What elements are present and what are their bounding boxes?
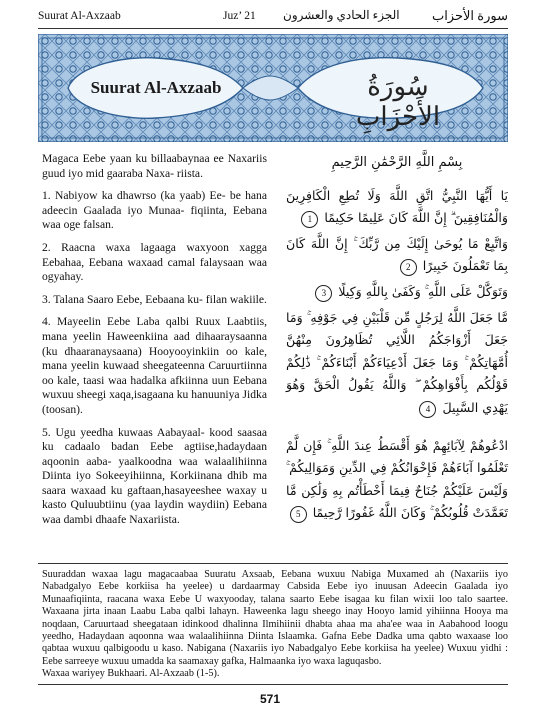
arabic-verse-2: وَاتَّبِعْ مَا يُوحَىٰ إِلَيْكَ مِن رَّبِّكَ ۚ إِنَّ اللَّهَ كَانَ بِمَا تَعْمَلُونَ خَبِيرًا 2 [286, 233, 508, 278]
footnote [42, 569, 508, 681]
somali-paragraph-2: 2. Raacna waxa lagaaga waxyoon xagga Eebahaa, Eebana waxaad camal falaysaan waa ogyahay. [42, 240, 267, 284]
header-juz-arabic: الجزء الحادي والعشرون [283, 8, 400, 22]
header-juz: Juz’ 21 [223, 10, 256, 22]
surah-banner [38, 34, 508, 142]
somali-paragraph-1: 1. Nabiyow ka dhawrso (ka yaab) Ee- be hana adeecin Gaalada iyo Munaa- fiqiinta, Eebana waa oge falsan. [42, 189, 267, 232]
arabic-verse-1: يَا أَيُّهَا النَّبِيُّ اتَّقِ اللَّهَ وَلَا تُطِعِ الْكَافِرِينَ وَالْمُنَافِقِينَ ۗ إِنَّ اللَّهَ كَانَ عَلِيمًا حَكِيمًا 1 [286, 185, 508, 230]
verse-number-3: 3 [315, 285, 332, 302]
footnote-text: Suuraddan waxaa lagu magacaabaa Suuratu Axsaab, Eebana wuxuu Nabiga Muxamed ah (Naxariis iyo Nabadgalyo Eebe korkiisa ha yeelee) u dardaarmay Cabsida Eebe iyo inuusan Adeecin Gaalada iyo Munaafiqiinta, raacana waxa Eebe U waxyooday, talana saarto Eebe isagaa ku filan wixii loo talo saartee. Waxaana jirta inaan Laabu Laba qalbi lahayn. Haweenka lagu sheego inay Hooyo lamid yihiinna Hooya ma noqdaan, Caruurtaad sheegataan idinkood dhalinna Ilmihiinii dhabta ahaa ma aha'ee waa in Aabahood loogu yeedho, Hadaydaan aqoonna waa walaalihiinna Diinta Islaamka. Gafna Eebe Dadka uma qabto waxaase loo qabtaa wuxuu qalbigoodu u kaso. Nabigana (Naxariis iyo Nabadgalyo Eebe korkiisa ha yeelee) Wuxuu yidhi : Eebe sarreeye wuxuu umadda ka saamaxay gafka, Halmaanka iyo waxa laguqasbo. [42, 569, 508, 667]
header-surah-name: Suurat Al-Axzaab [38, 10, 121, 22]
somali-paragraph-intro: Magaca Eebe yaan ku billaabaynaa ee Naxariis guud iyo mid gaaraba Naxa- riista. [42, 152, 267, 180]
somali-paragraph-4: 4. Mayeelin Eebe Laba qalbi Ruux Laabtiis, mana yeelin Haweenkiina aad dihaaraysaanna (ku dhaaranaysaana) Hooyooyinkiin oo kale, mana yeelin kuwaad sheegateenna Caruurtiinna oo kale, taasi waa hadalka afkiinna uun Eebana wuxuu sheegi xaqa,isagaana ku hanuuniya Jidka (toosan). [42, 315, 267, 416]
arabic-verse-3: وَتَوَكَّلْ عَلَى اللَّهِ ۚ وَكَفَىٰ بِاللَّهِ وَكِيلًا 3 [286, 281, 508, 304]
verse-number-2: 2 [400, 259, 417, 276]
somali-paragraph-5: 5. Ugu yeedha kuwaas Aabayaal- kood saasaa ku cadaalo badan Eebe agtiise,hadaydaan aqoonin aaba- yaalkoodna waa walaalihiinna Diinta iyo Sokeeyihiinna, Korkiinana dhib ma saara waxaad ku gaftaan,hasayeeshee waxay u kasto Quluubtiinu (yaa laydin waydiin) Eebana waa dambi dhaafe Naxariista. [42, 425, 267, 527]
somali-paragraph-3: 3. Talana Saaro Eebe, Eebaana ku- filan wakiile. [42, 292, 267, 306]
header-rule [38, 28, 508, 29]
basmala: بِسْمِ اللَّهِ الرَّحْمَٰنِ الرَّحِيمِ [331, 155, 463, 170]
verse-number-4: 4 [419, 401, 436, 418]
footer-rule [38, 684, 508, 685]
arabic-verse-5: ادْعُوهُمْ لِآبَائِهِمْ هُوَ أَقْسَطُ عِندَ اللَّهِ ۚ فَإِن لَّمْ تَعْلَمُوا آبَاءَهُمْ فَإِخْوَانُكُمْ فِي الدِّينِ وَمَوَالِيكُمْ ۚ وَلَيْسَ عَلَيْكُمْ جُنَاحٌ فِيمَا أَخْطَأْتُم بِهِ وَلَٰكِن مَّا تَعَمَّدَتْ قُلُوبُكُمْ ۚ وَكَانَ اللَّهُ غَفُورًا رَّحِيمًا 5 [286, 435, 508, 525]
somali-translation [42, 152, 267, 536]
arabic-text [286, 152, 508, 528]
arabic-verse-4: مَّا جَعَلَ اللَّهُ لِرَجُلٍ مِّن قَلْبَيْنِ فِي جَوْفِهِ ۚ وَمَا جَعَلَ أَزْوَاجَكُمُ اللَّائِي تُظَاهِرُونَ مِنْهُنَّ أُمَّهَاتِكُمْ ۚ وَمَا جَعَلَ أَدْعِيَاءَكُمْ أَبْنَاءَكُمْ ۚ ذَٰلِكُمْ قَوْلُكُم بِأَفْوَاهِكُمْ ۖ وَاللَّهُ يَقُولُ الْحَقَّ وَهُوَ يَهْدِي السَّبِيلَ 4 [286, 307, 508, 420]
verse-number-5: 5 [290, 506, 307, 523]
page-header [38, 8, 508, 26]
banner-title-arabic: سُورَةُ الأَحْزَابِ [355, 72, 441, 131]
footnote-rule [38, 563, 508, 564]
banner-title: Suurat Al-Axzaab [90, 78, 222, 97]
header-surah-arabic: سورة الأحزاب [431, 8, 508, 23]
footnote-source: Waxaa wariyey Bukhaari. Al-Axzaab (1-5). [42, 668, 220, 680]
page-number: 571 [259, 692, 281, 706]
verse-number-1: 1 [301, 211, 318, 228]
